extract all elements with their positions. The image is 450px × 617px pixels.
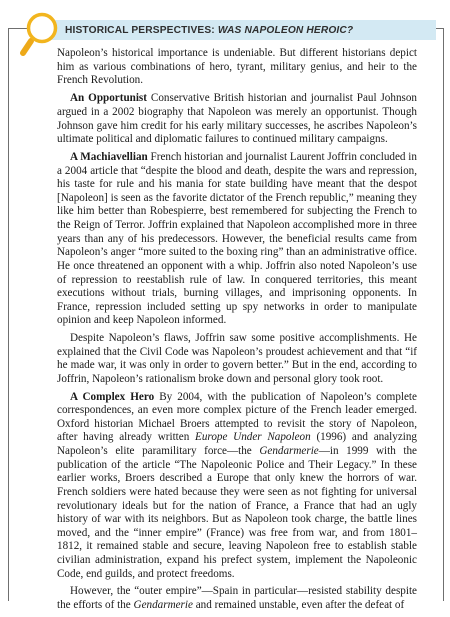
header-band (38, 20, 436, 40)
paragraph-machiavellian (57, 151, 417, 328)
section-subtitle: WAS NAPOLEON HEROIC? (217, 24, 354, 36)
term-gendarmerie: Gendarmerie (259, 445, 319, 457)
paragraph-machiavellian-text: French historian and journalist Laurent Joffrin concluded in a 2004 article that “despite the blood and death, despite the wars and repression, his taste for rule and his mania for state building have meant that the despot [Napoleon] is seen as the favorite dictator of the French republic,” meaning they like him better than Robespierre, best remembered for subjecting the French to the Reign of Terror. Joffrin explained that Napoleon accomplished more in three years than any of his predecessors. However, the beneficial results came from Napoleon’s anger “more suited to the boxing ring” than an administrative office. He once threatened an opponent with a whip. Joffrin also noted Napoleon’s use of repression to reestablish rule of law. In conquered territories, this meant executions without trials, burning villages, and imprisoning opponents. In France, repression included setting up spy networks in order to manipulate opinion and keep Napoleon informed. (57, 150, 417, 327)
paragraph-outer-empire-text-1: However, the “outer empire”—Spain in particular—resisted stability despite the efforts of the (57, 585, 417, 611)
paragraph-intro (57, 47, 417, 88)
paragraph-complex-hero-text-3: —in 1999 with the publication of the article “The Napoleonic Police and Their Legacy.” In these earlier works, Broers described a Europe that only knew the horrors of war. French soldiers were hated because they were seen as not fighting for universal revolutionary ideals but for the nation of France, a France that had an ugly history of war with its neighbors. But as Napoleon took charge, the battle lines moved, and the “inner empire” (France) was free from war, and from 1801–1812, it remained stable and secure, leaving Napoleon free to establish stable civilian administration, expand his prefect system, implement the Napoleonic Code, end guilds, and protect freedoms. (57, 445, 417, 580)
section-title (65, 25, 353, 36)
paragraph-complex-hero (57, 391, 417, 582)
article-body (57, 47, 417, 617)
paragraph-opportunist-text: Conservative British historian and journalist Paul Johnson argued in a 2002 biography that Napoleon was merely an opportunist. Though Johnson gave him credit for his early military successes, he ascribes Napoleon’s ultimate political and diplomatic failures to continued military campaigns. (57, 92, 417, 146)
paragraph-outer-empire-text-2: and remained unstable, even after the defeat of (195, 598, 405, 611)
paragraph-opportunist (57, 92, 417, 147)
paragraph-joffrin-text: Despite Napoleon’s flaws, Joffrin saw some positive accomplishments. He explained that the Civil Code was Napoleon’s proudest achievement and that “if he made war, it was only in order to govern better.” But in the end, according to Joffrin, Napoleon’s rationalism broke down and personal glory took root. (57, 332, 417, 385)
paragraph-outer-empire (57, 585, 417, 612)
term-gendarmerie-2: Gendarmerie (133, 598, 193, 611)
section-title-label: HISTORICAL PERSPECTIVES: (65, 24, 215, 36)
magnifier-icon (18, 10, 62, 58)
book-title: Europe Under Napoleon (195, 431, 311, 444)
paragraph-joffrin-accomplishments (57, 332, 417, 387)
subhead-opportunist: An Opportunist (70, 92, 147, 105)
subhead-complex-hero: A Complex Hero (70, 390, 155, 403)
paragraph-complex-hero-text-2: (1996) and analyzing Napoleon’s elite paramilitary force—the (57, 431, 418, 457)
subhead-machiavellian: A Machiavellian (70, 150, 148, 163)
paragraph-intro-text: Napoleon’s historical importance is undeniable. But different historians depict him as various combinations of hero, tyrant, military genius, and heir to the French Revolution. (57, 47, 417, 87)
paragraph-complex-hero-text-1: By 2004, with the publication of Napoleon’s complete correspondences, an even more complex picture of the French leader emerged. Oxford historian Michael Broers attempted to revisit the story of Napoleon, after having already written (57, 390, 417, 444)
